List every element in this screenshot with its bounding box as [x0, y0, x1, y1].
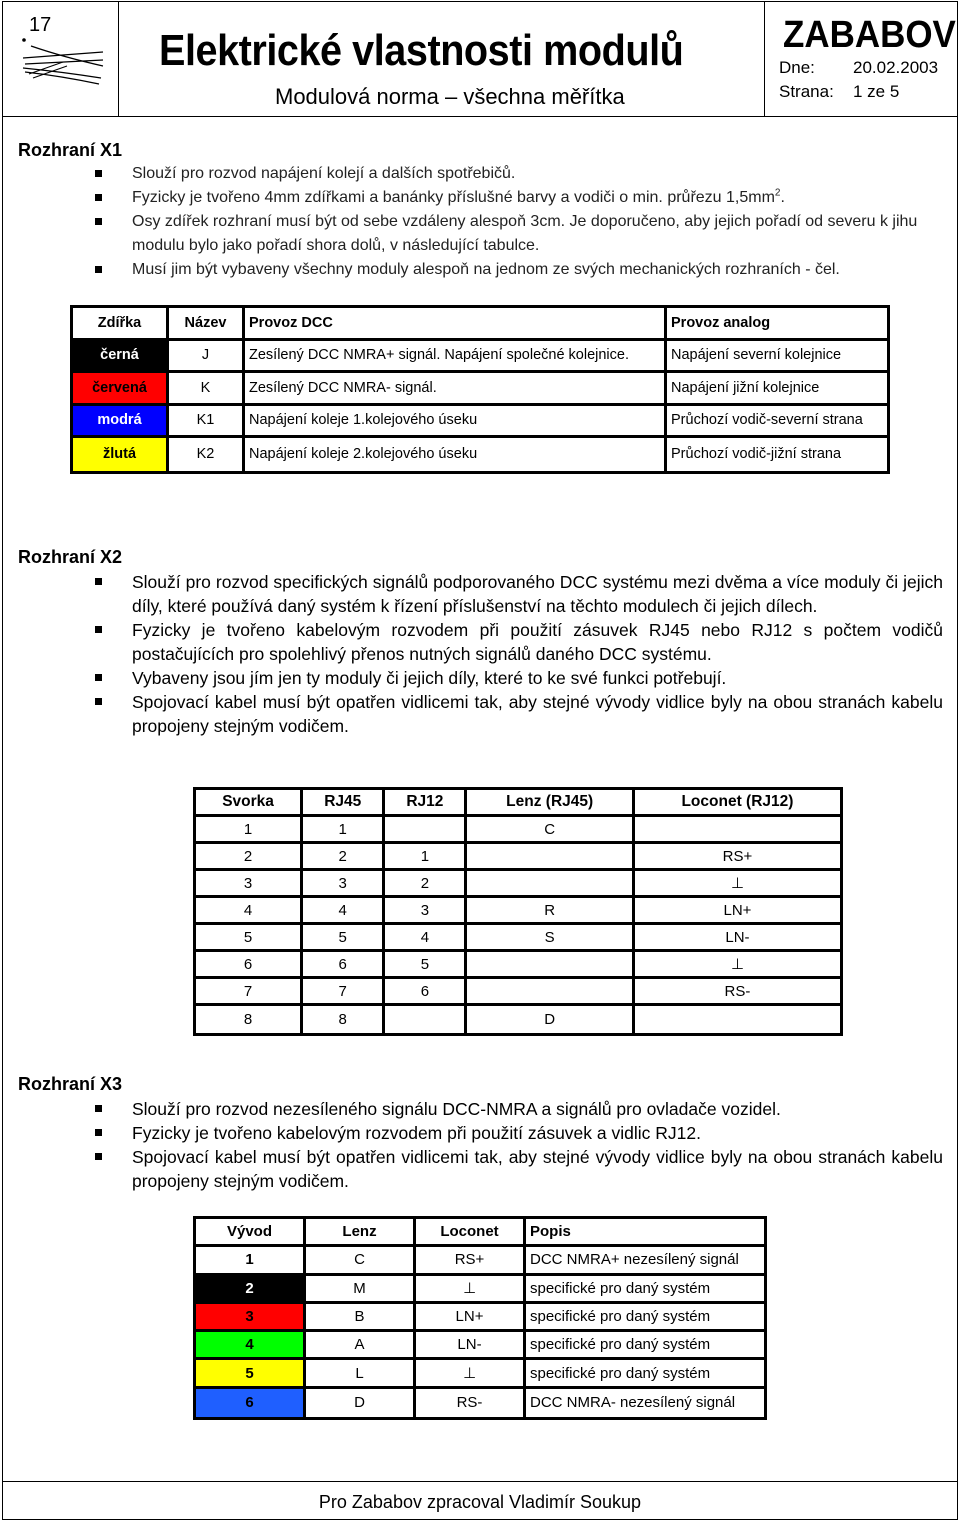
list-item: Vybaveny jsou jím jen ty moduly či jejich díly, které to ke své funkci potřebují. — [95, 666, 943, 690]
table-row — [196, 1332, 764, 1360]
x1-bullet-list — [95, 162, 955, 282]
table-row — [73, 406, 887, 439]
table-row — [73, 341, 887, 374]
color-cell: 3 — [196, 1304, 306, 1332]
color-cell: 6 — [196, 1389, 306, 1417]
table-cell: Průchozí vodič-severní strana — [667, 406, 887, 439]
table-row — [196, 871, 840, 898]
color-cell: 2 — [196, 1276, 306, 1304]
table-cell: D — [306, 1389, 416, 1417]
table-cell: ⊥ — [416, 1276, 526, 1304]
table-cell: Napájení jižní kolejnice — [667, 373, 887, 406]
table-cell: ⊥ — [416, 1360, 526, 1388]
table-row — [196, 1006, 840, 1033]
table-row — [73, 373, 887, 406]
table-row — [196, 1276, 764, 1304]
table-row — [196, 898, 840, 925]
page-subtitle: Modulová norma – všechna měřítka — [275, 84, 625, 109]
table-cell — [385, 1006, 467, 1033]
table-cell: 6 — [303, 952, 385, 979]
table-cell: 7 — [303, 979, 385, 1006]
table-row — [196, 817, 840, 844]
page-value: 1 ze 5 — [853, 82, 900, 101]
table-cell: R — [467, 898, 634, 925]
section-title-x1: Rozhraní X1 — [18, 140, 123, 160]
table-cell: 6 — [385, 979, 467, 1006]
table-cell — [467, 844, 634, 871]
page-count-row — [779, 82, 899, 102]
table-row — [196, 1389, 764, 1417]
table-cell: 5 — [385, 952, 467, 979]
header-cell: Zdířka — [73, 308, 169, 341]
table-cell: ⊥ — [635, 952, 840, 979]
table-cell: K — [169, 373, 245, 406]
bullet-text: Fyzicky je tvořeno 4mm zdířkami a banánky příslušné barvy a vodiči o min. průřezu 1,5mm — [132, 189, 775, 206]
list-item — [95, 186, 955, 210]
table-cell: ⊥ — [635, 871, 840, 898]
table-row — [196, 925, 840, 952]
table-cell: C — [467, 817, 634, 844]
table-cell: specifické pro daný systém — [526, 1360, 764, 1388]
table-header-row — [196, 790, 840, 817]
section-title-x2: Rozhraní X2 — [18, 547, 123, 567]
header-cell: RJ12 — [385, 790, 467, 817]
header-cell: Loconet — [416, 1219, 526, 1247]
list-item: Spojovací kabel musí být opatřen vidlicemi tak, aby stejné vývody vidlice byly na obou stranách kabelu propojeny stejným vodičem. — [95, 690, 943, 738]
table-cell: RS+ — [416, 1247, 526, 1275]
table-cell: 1 — [196, 817, 303, 844]
table-cell: LN+ — [635, 898, 840, 925]
table-cell: D — [467, 1006, 634, 1033]
table-cell: L — [306, 1360, 416, 1388]
table-row — [196, 952, 840, 979]
date-row — [779, 58, 938, 78]
table-cell: Průchozí vodič-jižní strana — [671, 446, 842, 463]
header-cell: Provoz analog — [667, 308, 887, 341]
table-cell: 4 — [196, 898, 303, 925]
title-cell — [119, 2, 765, 116]
table-cell: 3 — [196, 871, 303, 898]
table-cell: Napájení koleje 2.kolejového úseku — [245, 438, 667, 471]
list-item: Slouží pro rozvod specifických signálů podporovaného DCC systému mezi dvěma a více moduly či jejich díly, které používá daný systém k řízení příslušenství na těchto modulech či jejich dílech. — [95, 570, 943, 618]
list-item: Fyzicky je tvořeno kabelovým rozvodem při použití zásuvek a vidlic RJ12. — [95, 1121, 943, 1145]
table-cell: 8 — [303, 1006, 385, 1033]
section-title-x3: Rozhraní X3 — [18, 1074, 123, 1094]
date-label: Dne: — [779, 58, 815, 77]
table-cell — [467, 871, 634, 898]
table-cell — [467, 952, 634, 979]
color-cell: 5 — [196, 1360, 306, 1388]
table-cell: 4 — [303, 898, 385, 925]
logo-cell — [3, 2, 119, 116]
table-row — [73, 438, 887, 471]
list-item: Spojovací kabel musí být opatřen vidlicemi tak, aby stejné vývody vidlice byly na obou stranách kabelu propojeny stejným vodičem. — [95, 1145, 943, 1193]
color-cell: žlutá — [73, 438, 169, 471]
x2-bullet-list — [95, 570, 943, 738]
table-cell: 8 — [196, 1006, 303, 1033]
table-cell: C — [306, 1247, 416, 1275]
list-item: Fyzicky je tvořeno kabelovým rozvodem při použití zásuvek RJ45 nebo RJ12 s počtem vodičů postačujících pro spolehlivý přenos nutných signálů daného DCC systému. — [95, 618, 943, 666]
table-cell — [635, 817, 840, 844]
footer-author: Pro Zababov zpracoval Vladimír Soukup — [318, 1492, 642, 1512]
table-cell: A — [306, 1332, 416, 1360]
header-cell: Loconet (RJ12) — [635, 790, 840, 817]
x3-pinout-table — [193, 1216, 767, 1420]
table-cell: Napájení severní kolejnice — [667, 341, 887, 374]
table-cell: 6 — [196, 952, 303, 979]
header-cell: RJ45 — [303, 790, 385, 817]
table-header-row — [196, 1219, 764, 1247]
table-cell: S — [467, 925, 634, 952]
table-row — [196, 979, 840, 1006]
table-cell: 7 — [196, 979, 303, 1006]
table-cell: 2 — [196, 844, 303, 871]
table-cell: DCC NMRA+ nezesílený signál — [526, 1247, 764, 1275]
table-cell: specifické pro daný systém — [526, 1332, 764, 1360]
table-cell: RS+ — [635, 844, 840, 871]
list-item: Slouží pro rozvod nezesíleného signálu DCC-NMRA a signálů pro ovladače vozidel. — [95, 1097, 943, 1121]
table-cell: 5 — [303, 925, 385, 952]
table-cell: 2 — [303, 844, 385, 871]
header-cell: Lenz — [306, 1219, 416, 1247]
table-cell: LN+ — [416, 1304, 526, 1332]
table-cell — [385, 817, 467, 844]
page-title: Elektrické vlastnosti modulů — [159, 26, 684, 75]
table-cell: RS- — [416, 1389, 526, 1417]
table-cell: Zesílený DCC NMRA+ signál. Napájení společné kolejnice. — [245, 341, 667, 374]
table-cell: RS- — [635, 979, 840, 1006]
color-cell: 4 — [196, 1332, 306, 1360]
table-cell: B — [306, 1304, 416, 1332]
header-cell: Popis — [526, 1219, 764, 1247]
superscript: 2 — [774, 187, 781, 199]
table-cell: 2 — [385, 871, 467, 898]
x1-connector-table — [70, 305, 890, 474]
table-cell: LN- — [416, 1332, 526, 1360]
header-cell: Svorka — [196, 790, 303, 817]
header-cell: Lenz (RJ45) — [467, 790, 634, 817]
page-label: Strana: — [779, 82, 834, 101]
table-row — [196, 1304, 764, 1332]
table-cell: J — [169, 341, 245, 374]
bullet-tail: . — [780, 189, 785, 206]
date-value: 20.02.2003 — [853, 58, 939, 77]
table-cell — [467, 979, 634, 1006]
table-cell: Napájení koleje 1.kolejového úseku — [245, 406, 667, 439]
list-item: Musí jim být vybaveny všechny moduly alespoň na jednom ze svých mechanických rozhraních - čel. — [95, 258, 955, 282]
table-cell: specifické pro daný systém — [526, 1304, 764, 1332]
table-cell: DCC NMRA- nezesílený signál — [530, 1394, 736, 1412]
color-cell: modrá — [73, 406, 169, 439]
table-cell: 1 — [385, 844, 467, 871]
color-cell: červená — [73, 373, 169, 406]
document-header — [2, 1, 958, 117]
header-cell: Provoz DCC — [245, 308, 667, 341]
page-number: 17 — [29, 14, 52, 36]
table-row — [196, 1247, 764, 1275]
table-row — [196, 1360, 764, 1388]
x2-pinout-table — [193, 787, 843, 1036]
meta-cell — [765, 2, 957, 116]
table-cell: 4 — [385, 925, 467, 952]
header-cell: Vývod — [196, 1219, 306, 1247]
table-row — [196, 844, 840, 871]
table-cell: 1 — [303, 817, 385, 844]
table-cell: 3 — [303, 871, 385, 898]
table-cell: M — [306, 1276, 416, 1304]
header-cell: Název — [169, 308, 245, 341]
table-cell: 5 — [196, 925, 303, 952]
color-cell: černá — [73, 341, 169, 374]
table-cell: LN- — [635, 925, 840, 952]
table-cell: 3 — [385, 898, 467, 925]
table-cell — [635, 1006, 840, 1033]
list-item: Osy zdířek rozhraní musí být od sebe vzdáleny alespoň 3cm. Je doporučeno, aby jejich pořadí od severu k jihu modulu bylo jako pořadí shora dolů, v následující tabulce. — [95, 210, 955, 258]
table-cell: specifické pro daný systém — [526, 1276, 764, 1304]
table-cell: K1 — [169, 406, 245, 439]
table-cell: K2 — [169, 438, 245, 471]
track-switch-logo-icon — [3, 2, 119, 116]
table-cell: Zesílený DCC NMRA- signál. — [245, 373, 667, 406]
x3-bullet-list — [95, 1097, 943, 1193]
footer-divider — [2, 1481, 958, 1482]
brand-name: ZABABOV — [783, 14, 956, 56]
table-header-row — [73, 308, 887, 341]
color-cell: 1 — [196, 1247, 306, 1275]
list-item: Slouží pro rozvod napájení kolejí a dalších spotřebičů. — [95, 162, 955, 186]
